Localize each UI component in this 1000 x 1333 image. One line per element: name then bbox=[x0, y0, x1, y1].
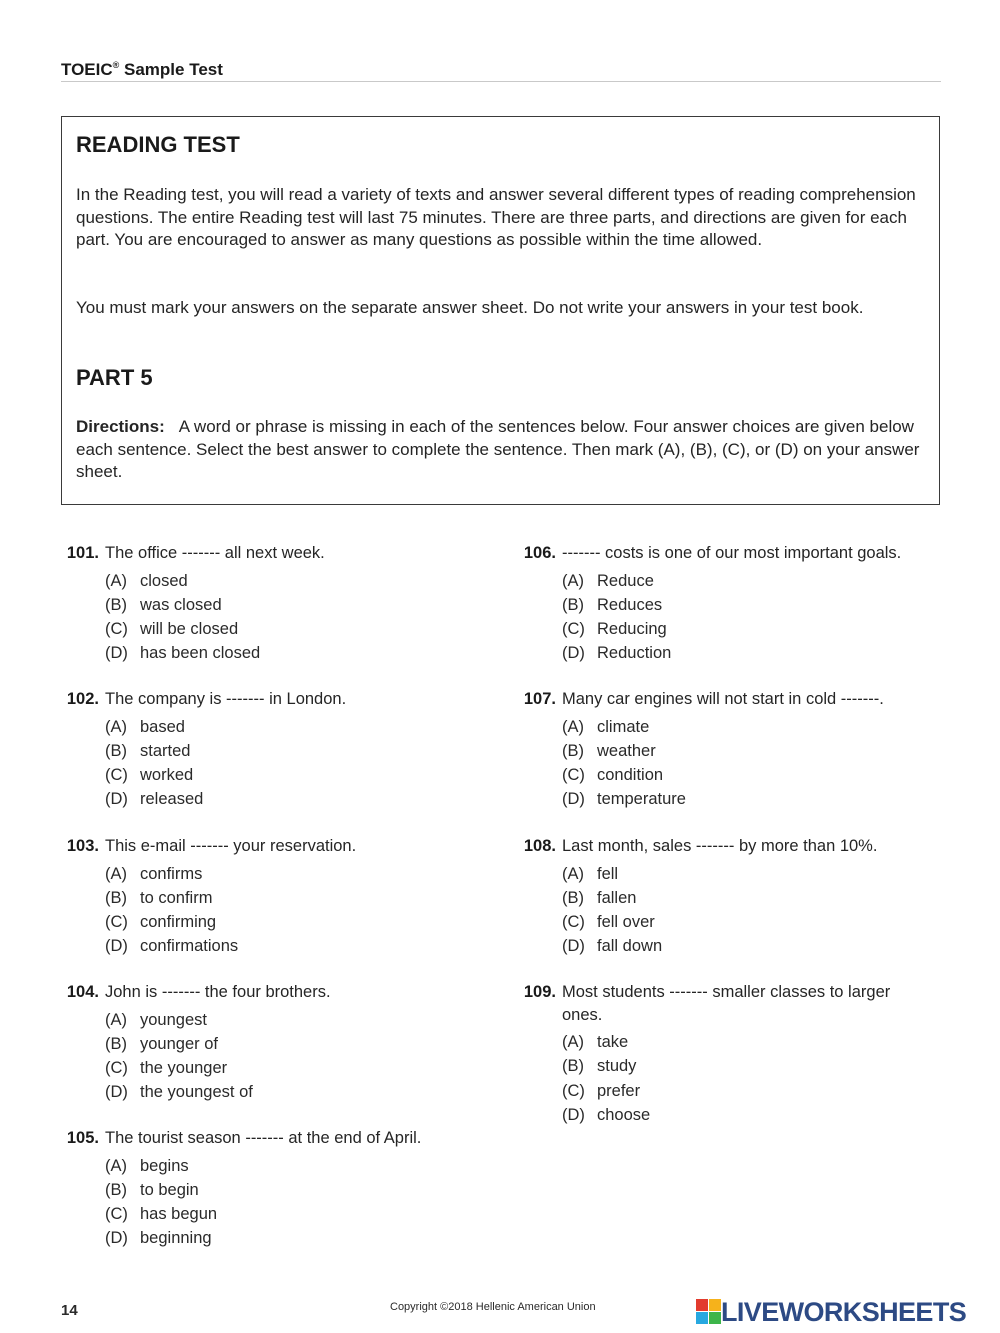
reading-test-intro: In the Reading test, you will read a variety of texts and answer several different types of reading comprehension questions. The entire Reading test will last 75 minutes. There are three parts, and directions are given for each part. You are encouraged to answer as many questions as possible within the time allowed. bbox=[76, 185, 916, 250]
answer-option[interactable] bbox=[518, 1054, 928, 1078]
option-text: beginning bbox=[140, 1229, 212, 1248]
answer-option[interactable] bbox=[61, 1008, 491, 1032]
question-stem bbox=[61, 1127, 491, 1150]
option-text: has begun bbox=[140, 1205, 218, 1224]
answer-option[interactable] bbox=[518, 715, 948, 739]
answer-option[interactable] bbox=[61, 1226, 491, 1250]
header-title bbox=[61, 60, 223, 80]
option-text: Reduces bbox=[597, 595, 663, 614]
question-number: 108. bbox=[523, 837, 556, 855]
answer-option[interactable] bbox=[518, 617, 948, 641]
question-number: 101. bbox=[66, 544, 99, 562]
liveworksheets-wordmark: LIVEWORKSHEETS bbox=[721, 1297, 967, 1327]
page-number: 14 bbox=[61, 1302, 78, 1319]
option-text: to begin bbox=[140, 1180, 199, 1199]
answer-option[interactable] bbox=[518, 593, 948, 617]
question-stem bbox=[518, 688, 948, 711]
option-letter: (A) bbox=[562, 1033, 584, 1051]
option-text: youngest bbox=[140, 1010, 207, 1029]
answer-option[interactable] bbox=[61, 886, 491, 910]
option-text: the youngest of bbox=[140, 1083, 253, 1102]
question-109 bbox=[518, 981, 928, 1127]
part5-directions bbox=[76, 416, 931, 484]
question-text: ------- costs is one of our most important goals. bbox=[562, 544, 902, 562]
answer-option[interactable] bbox=[61, 1154, 491, 1178]
question-text: The tourist season ------- at the end of April. bbox=[105, 1129, 422, 1147]
option-text: Reduction bbox=[597, 644, 672, 663]
answer-options bbox=[61, 715, 491, 812]
answer-option[interactable] bbox=[61, 617, 491, 641]
question-stem bbox=[61, 542, 491, 565]
question-105 bbox=[61, 1127, 491, 1251]
answer-option[interactable] bbox=[518, 763, 948, 787]
reading-test-heading: READING TEST bbox=[76, 132, 240, 157]
question-104 bbox=[61, 981, 491, 1105]
option-letter: (D) bbox=[105, 1083, 128, 1102]
answer-option[interactable] bbox=[518, 641, 948, 665]
option-text: was closed bbox=[140, 595, 222, 614]
answer-options bbox=[518, 862, 948, 959]
option-letter: (D) bbox=[562, 644, 585, 663]
option-text: take bbox=[597, 1033, 629, 1051]
option-letter: (A) bbox=[105, 571, 127, 590]
answer-option[interactable] bbox=[518, 787, 948, 811]
option-letter: (C) bbox=[562, 620, 585, 639]
logo-square-yellow bbox=[709, 1299, 721, 1311]
question-text: Most students ------- smaller classes to larger ones. bbox=[562, 983, 891, 1024]
answer-option[interactable] bbox=[518, 1030, 928, 1054]
question-stem bbox=[61, 981, 491, 1004]
option-text: condition bbox=[597, 766, 664, 785]
option-text: based bbox=[140, 717, 185, 736]
option-text: confirming bbox=[140, 913, 217, 932]
answer-option[interactable] bbox=[61, 715, 491, 739]
answer-option[interactable] bbox=[61, 739, 491, 763]
question-number: 109. bbox=[523, 983, 556, 1001]
question-number: 104. bbox=[66, 983, 99, 1001]
option-letter: (B) bbox=[562, 888, 584, 907]
answer-options bbox=[518, 715, 948, 812]
option-text: fallen bbox=[597, 888, 637, 907]
option-letter: (D) bbox=[562, 790, 585, 809]
option-text: Reducing bbox=[597, 620, 667, 639]
option-letter: (B) bbox=[105, 595, 127, 614]
question-108 bbox=[518, 835, 948, 959]
directions-text: A word or phrase is missing in each of the sentences below. Four answer choices are given below each sentence. Select the best answer to complete the sentence. Then mark (A), (B), (C), or (D) on your answer sheet. bbox=[76, 417, 920, 482]
registered-mark: ® bbox=[112, 60, 120, 70]
option-text: fell over bbox=[597, 913, 655, 932]
option-text: has been closed bbox=[140, 644, 261, 663]
answer-option[interactable] bbox=[518, 1079, 928, 1103]
option-text: prefer bbox=[597, 1081, 641, 1100]
option-letter: (C) bbox=[105, 1059, 128, 1078]
question-text: This e-mail ------- your reservation. bbox=[105, 837, 357, 855]
option-letter: (B) bbox=[105, 741, 127, 760]
option-text: study bbox=[597, 1057, 637, 1076]
answer-option[interactable] bbox=[61, 1080, 491, 1104]
liveworksheets-grid-icon bbox=[696, 1299, 722, 1325]
option-text: weather bbox=[597, 741, 656, 760]
answer-option[interactable] bbox=[61, 569, 491, 593]
question-stem bbox=[518, 981, 928, 1026]
question-text: Many car engines will not start in cold -------. bbox=[562, 690, 884, 708]
option-letter: (B) bbox=[105, 888, 127, 907]
option-letter: (D) bbox=[105, 644, 128, 663]
option-letter: (A) bbox=[105, 1010, 127, 1029]
question-text: Last month, sales ------- by more than 10%. bbox=[562, 837, 878, 855]
option-text: confirms bbox=[140, 864, 203, 883]
question-number: 102. bbox=[66, 690, 99, 708]
answer-option[interactable] bbox=[61, 641, 491, 665]
option-text: worked bbox=[140, 766, 194, 785]
option-letter: (A) bbox=[105, 717, 127, 736]
answer-option[interactable] bbox=[61, 787, 491, 811]
option-text: younger of bbox=[140, 1034, 218, 1053]
header-title-suffix: Sample Test bbox=[124, 60, 223, 79]
option-letter: (D) bbox=[562, 1105, 585, 1124]
option-text: confirmations bbox=[140, 937, 239, 956]
answer-option[interactable] bbox=[518, 910, 948, 934]
answer-options bbox=[61, 1154, 491, 1251]
answer-option[interactable] bbox=[61, 1032, 491, 1056]
question-text: John is ------- the four brothers. bbox=[105, 983, 331, 1001]
option-text: climate bbox=[597, 717, 650, 736]
instructions-box bbox=[61, 116, 940, 505]
option-text: temperature bbox=[597, 790, 686, 809]
option-letter: (C) bbox=[105, 620, 128, 639]
option-text: fell bbox=[597, 864, 619, 883]
answer-options bbox=[518, 569, 948, 666]
option-letter: (B) bbox=[562, 595, 584, 614]
option-text: started bbox=[140, 741, 191, 760]
answer-option[interactable] bbox=[61, 862, 491, 886]
answer-sheet-note: You must mark your answers on the separate answer sheet. Do not write your answers in your test book. bbox=[76, 298, 864, 317]
answer-option[interactable] bbox=[518, 862, 948, 886]
option-text: begins bbox=[140, 1156, 189, 1175]
option-text: will be closed bbox=[140, 620, 239, 639]
answer-option[interactable] bbox=[61, 763, 491, 787]
option-letter: (D) bbox=[105, 1229, 128, 1248]
question-text: The company is ------- in London. bbox=[105, 690, 347, 708]
option-letter: (A) bbox=[562, 864, 584, 883]
question-stem bbox=[518, 542, 948, 565]
option-text: choose bbox=[597, 1105, 651, 1124]
option-text: to confirm bbox=[140, 888, 213, 907]
copyright-notice: Copyright ©2018 Hellenic American Union bbox=[390, 1301, 596, 1313]
option-letter: (C) bbox=[562, 913, 585, 932]
option-letter: (C) bbox=[562, 766, 585, 785]
option-letter: (A) bbox=[105, 864, 127, 883]
option-text: Reduce bbox=[597, 571, 654, 590]
question-number: 106. bbox=[523, 544, 556, 562]
question-107 bbox=[518, 688, 948, 812]
answer-option[interactable] bbox=[61, 593, 491, 617]
option-text: fall down bbox=[597, 937, 663, 956]
option-text: closed bbox=[140, 571, 188, 590]
part5-heading: PART 5 bbox=[76, 365, 153, 390]
option-letter: (A) bbox=[562, 717, 584, 736]
question-103 bbox=[61, 835, 491, 959]
option-letter: (C) bbox=[105, 1205, 128, 1224]
answer-options bbox=[61, 862, 491, 959]
answer-option[interactable] bbox=[61, 934, 491, 958]
logo-square-green bbox=[709, 1312, 721, 1324]
question-stem bbox=[61, 688, 491, 711]
question-number: 107. bbox=[523, 690, 556, 708]
option-letter: (C) bbox=[105, 913, 128, 932]
logo-square-blue bbox=[696, 1312, 708, 1324]
option-letter: (D) bbox=[105, 790, 128, 809]
option-text: the younger bbox=[140, 1059, 228, 1078]
answer-option[interactable] bbox=[61, 1178, 491, 1202]
logo-square-red bbox=[696, 1299, 708, 1311]
question-number: 103. bbox=[66, 837, 99, 855]
option-letter: (A) bbox=[562, 571, 584, 590]
option-letter: (D) bbox=[105, 937, 128, 956]
answer-option[interactable] bbox=[61, 910, 491, 934]
directions-label: Directions: bbox=[76, 417, 165, 436]
option-letter: (D) bbox=[562, 937, 585, 956]
header-title-main: TOEIC bbox=[61, 60, 113, 79]
option-letter: (C) bbox=[562, 1081, 585, 1100]
answer-option[interactable] bbox=[518, 569, 948, 593]
header-divider bbox=[61, 81, 941, 82]
option-letter: (B) bbox=[562, 1057, 584, 1076]
answer-options bbox=[61, 1008, 491, 1105]
answer-option[interactable] bbox=[518, 886, 948, 910]
answer-option[interactable] bbox=[518, 1103, 928, 1127]
answer-option[interactable] bbox=[61, 1056, 491, 1080]
question-102 bbox=[61, 688, 491, 812]
option-text: released bbox=[140, 790, 204, 809]
option-letter: (B) bbox=[105, 1180, 127, 1199]
option-letter: (B) bbox=[562, 741, 584, 760]
option-letter: (A) bbox=[105, 1156, 127, 1175]
question-106 bbox=[518, 542, 948, 666]
question-stem bbox=[518, 835, 948, 858]
question-101 bbox=[61, 542, 491, 666]
question-text: The office ------- all next week. bbox=[105, 544, 325, 562]
question-number: 105. bbox=[66, 1129, 99, 1147]
answer-options bbox=[518, 1030, 928, 1127]
answer-option[interactable] bbox=[518, 934, 948, 958]
answer-option[interactable] bbox=[61, 1202, 491, 1226]
answer-options bbox=[61, 569, 491, 666]
option-letter: (B) bbox=[105, 1034, 127, 1053]
answer-option[interactable] bbox=[518, 739, 948, 763]
question-stem bbox=[61, 835, 491, 858]
option-letter: (C) bbox=[105, 766, 128, 785]
